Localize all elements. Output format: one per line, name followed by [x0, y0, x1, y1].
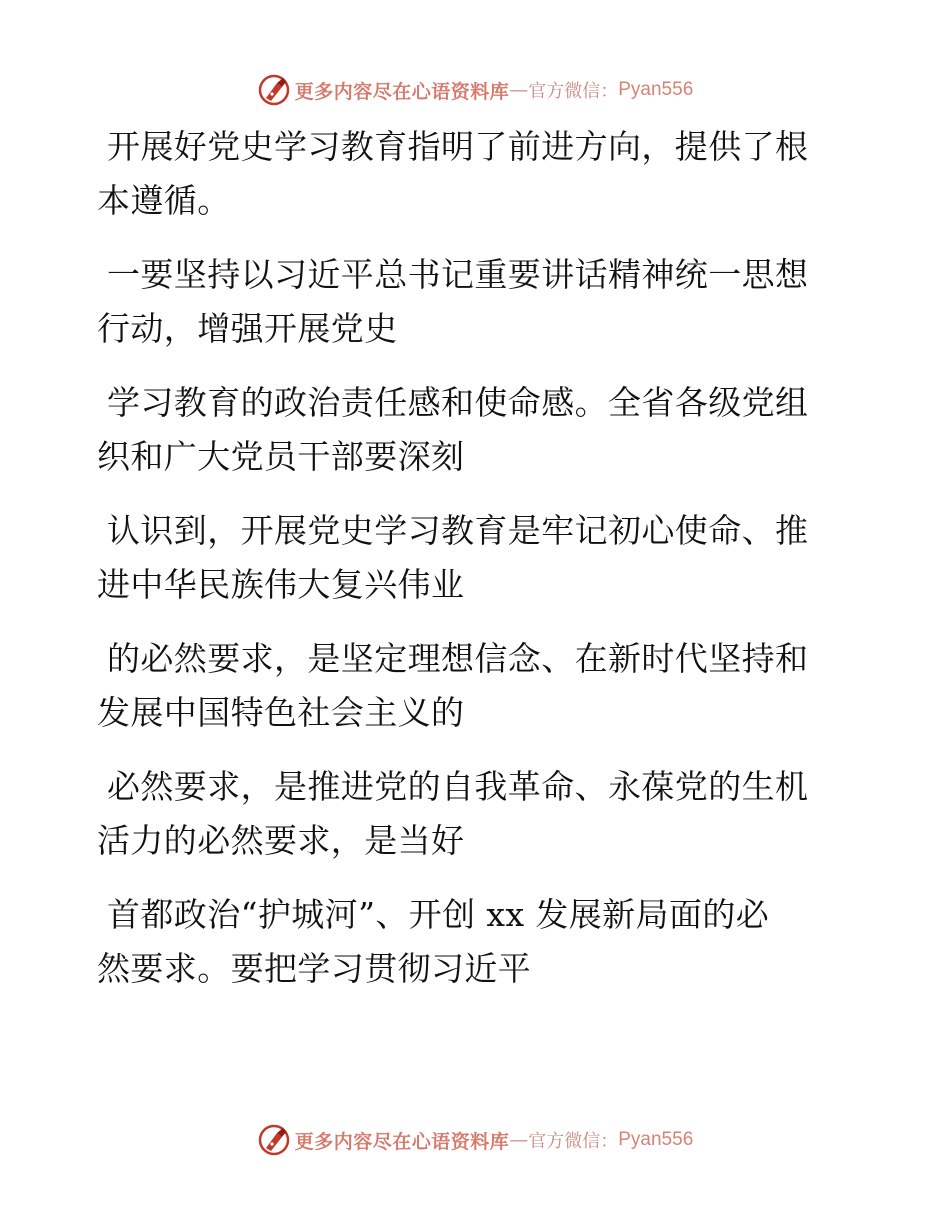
text-line: 学习教育的政治责任感和使命感。全省各级党组 — [107, 383, 809, 422]
text-line: 本遵循。 — [97, 181, 231, 220]
document-body — [97, 120, 837, 996]
text-line: 进中华民族伟大复兴伟业 — [97, 565, 465, 604]
header-wechat-label: 官方微信： — [528, 81, 619, 102]
text-line: 行动，增强开展党史 — [97, 309, 398, 348]
header-account-id: Pyan556 — [618, 79, 694, 100]
header-separator: — — [509, 79, 529, 101]
footer-wechat-label: 官方微信： — [528, 1131, 619, 1152]
text-line: 认识到，开展党史学习教育是牢记初心使命、推 — [107, 511, 809, 550]
pen-nib-logo-icon — [257, 1123, 291, 1157]
text-line: 首都政治“护城河”、开创 xx 发展新局面的必 — [107, 895, 770, 934]
text-line: 的必然要求，是坚定理想信念、在新时代坚持和 — [107, 639, 809, 678]
footer-watermark-banner — [0, 1120, 950, 1160]
footer-separator: — — [509, 1129, 529, 1151]
text-line: 一要坚持以习近平总书记重要讲话精神统一思想 — [107, 255, 809, 294]
pen-nib-logo-icon — [257, 73, 291, 107]
text-line: 必然要求，是推进党的自我革命、永葆党的生机 — [107, 767, 809, 806]
text-line: 然要求。要把学习贯彻习近平 — [97, 949, 532, 988]
text-line: 发展中国特色社会主义的 — [97, 693, 465, 732]
text-line: 开展好党史学习教育指明了前进方向，提供了根 — [107, 127, 809, 166]
footer-brand-text: 更多内容尽在心语资料库 — [294, 1130, 510, 1153]
footer-account-id: Pyan556 — [618, 1129, 694, 1150]
header-brand-text: 更多内容尽在心语资料库 — [294, 80, 510, 103]
header-watermark-banner — [0, 70, 950, 110]
text-line: 织和广大党员干部要深刻 — [97, 437, 465, 476]
text-line: 活力的必然要求，是当好 — [97, 821, 465, 860]
